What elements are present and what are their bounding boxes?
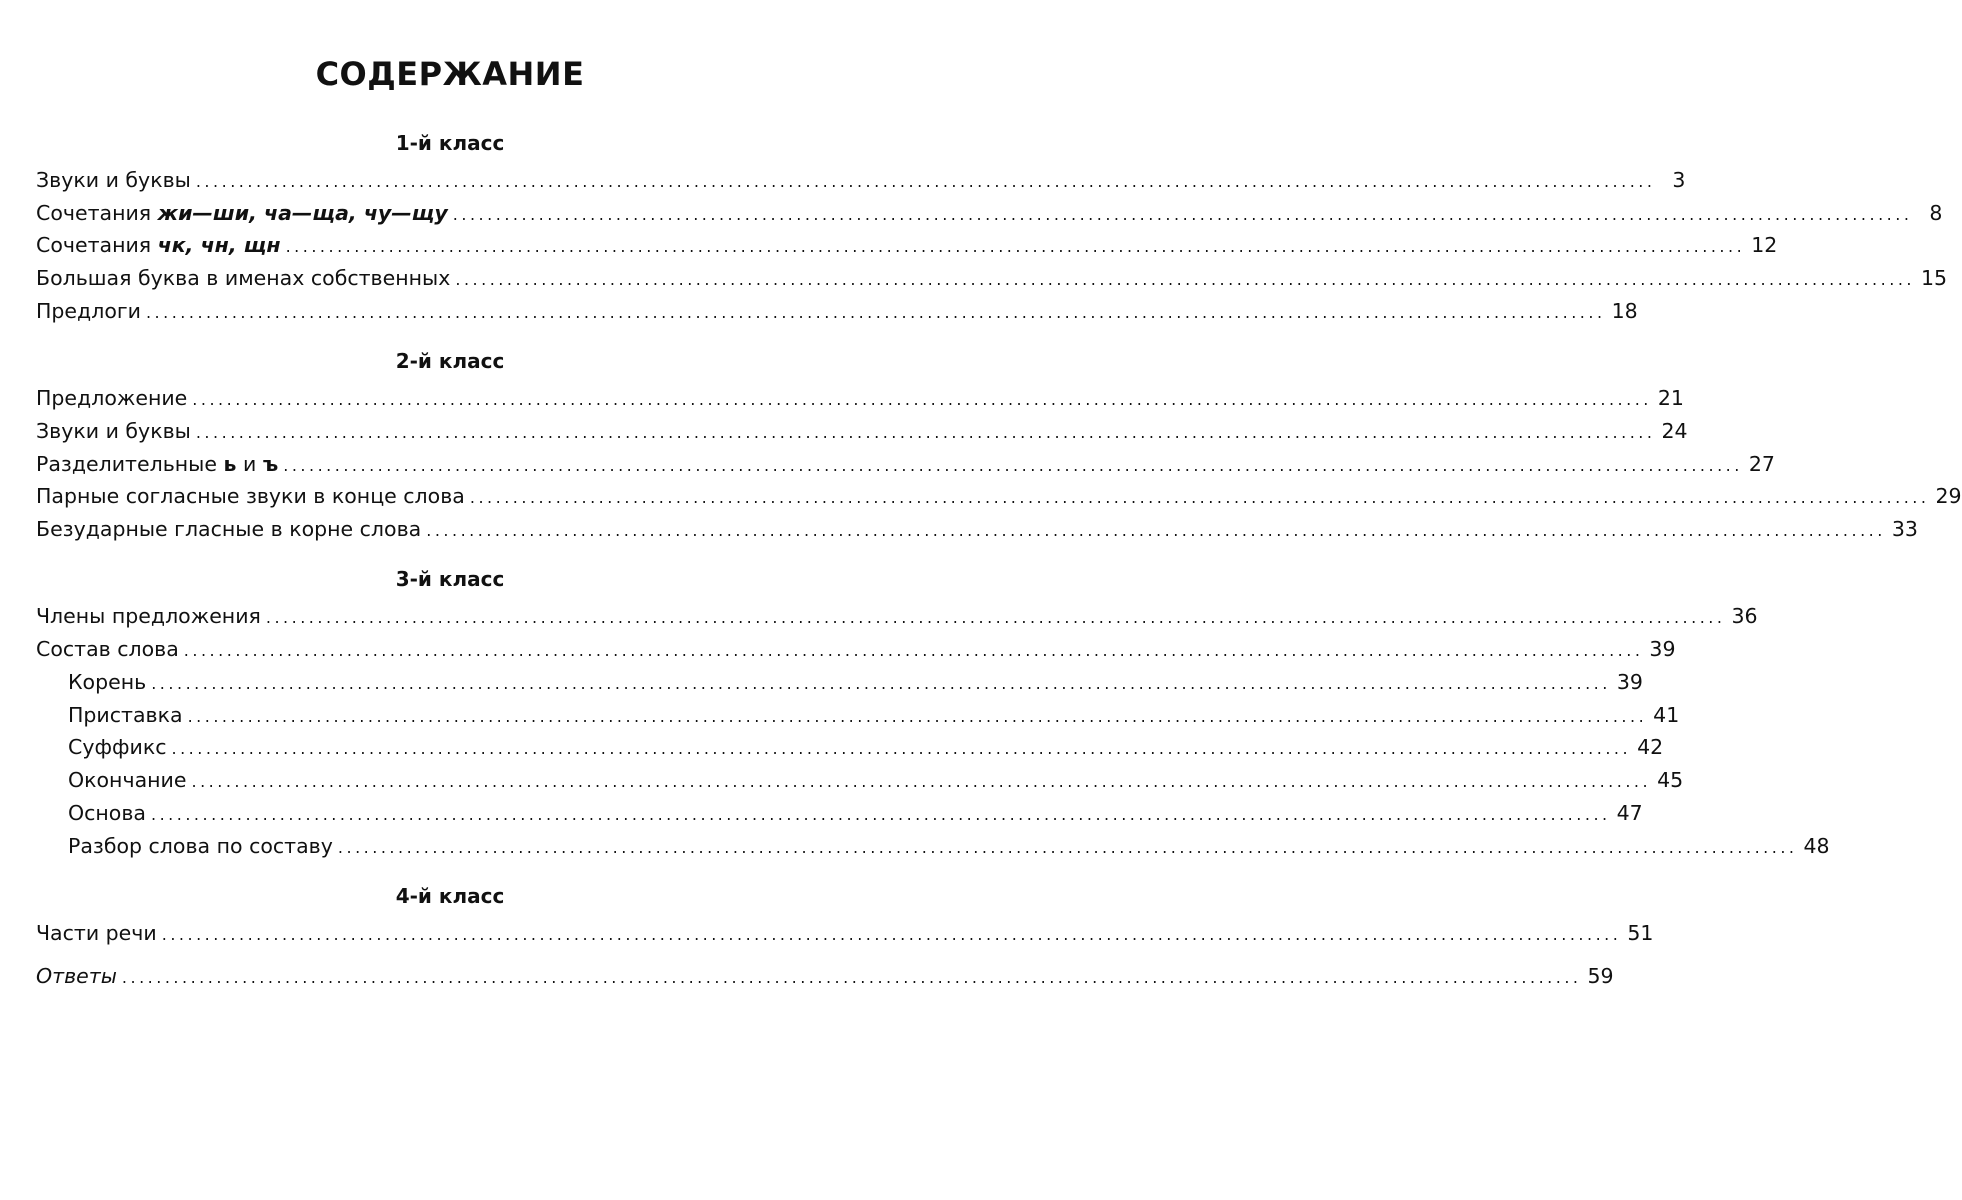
toc-entry-label: Большая буква в именах собственных xyxy=(36,266,451,290)
toc-entry-page: 3 xyxy=(1672,168,1686,192)
toc-entry-label: Члены предложения xyxy=(36,604,261,628)
toc-subentry[interactable] xyxy=(68,700,1680,730)
toc-entry[interactable] xyxy=(36,481,1962,511)
dot-leader: .......................................................................................................................................................................... xyxy=(452,205,1913,224)
toc-entry[interactable] xyxy=(36,601,1758,631)
toc-entry-page: 8 xyxy=(1929,201,1943,225)
dot-leader: .......................................................................................................................................................................... xyxy=(151,674,1611,693)
toc-entry-label: Ответы xyxy=(36,964,117,988)
dot-leader: .......................................................................................................................................................................... xyxy=(337,838,1798,857)
toc-entry-label: Парные согласные звуки в конце слова xyxy=(36,484,465,508)
label-emphasis: ъ xyxy=(262,452,279,476)
dot-leader: .......................................................................................................................................................................... xyxy=(455,270,1915,289)
dot-leader: .......................................................................................................................................................................... xyxy=(265,608,1726,627)
toc-entry-page: 51 xyxy=(1627,921,1654,945)
toc-entry-page: 29 xyxy=(1935,484,1962,508)
toc-entry-label: Предложение xyxy=(36,386,188,410)
toc-subentry[interactable] xyxy=(68,667,1643,697)
dot-leader: .......................................................................................................................................................................... xyxy=(192,390,1652,409)
label-text: Сочетания xyxy=(36,233,158,257)
section-heading-grade-4: 4-й класс xyxy=(395,884,505,908)
dot-leader: .......................................................................................................................................................................... xyxy=(195,172,1656,191)
toc-entry[interactable] xyxy=(36,383,1684,413)
toc-entry-page: 48 xyxy=(1803,834,1830,858)
toc-entry-label: Разбор слова по составу xyxy=(68,834,333,858)
toc-entry-page: 47 xyxy=(1616,801,1643,825)
page-title: СОДЕРЖАНИЕ xyxy=(315,55,585,93)
dot-leader: .......................................................................................................................................................................... xyxy=(183,641,1644,660)
toc-entry-page: 39 xyxy=(1616,670,1643,694)
toc-entry-label: Предлоги xyxy=(36,299,141,323)
toc-entry[interactable] xyxy=(36,416,1688,446)
dot-leader: .......................................................................................................................................................................... xyxy=(145,303,1606,322)
toc-entry-page: 42 xyxy=(1637,735,1664,759)
toc-entry-page: 21 xyxy=(1657,386,1684,410)
section-heading-grade-2: 2-й класс xyxy=(395,349,505,373)
toc-entry[interactable] xyxy=(36,165,1686,195)
section-heading-grade-1: 1-й класс xyxy=(395,131,505,155)
dot-leader: .......................................................................................................................................................................... xyxy=(469,488,1930,507)
toc-entry-label: Основа xyxy=(68,801,146,825)
toc-entry[interactable] xyxy=(36,263,1948,293)
toc-entry-label xyxy=(36,230,281,260)
label-text: Сочетания xyxy=(36,201,158,225)
toc-entry-label: Звуки и буквы xyxy=(36,419,191,443)
dot-leader: .......................................................................................................................................................................... xyxy=(191,772,1652,791)
toc-entry[interactable] xyxy=(36,918,1654,948)
dot-leader: .......................................................................................................................................................................... xyxy=(121,968,1582,987)
toc-entry-label: Состав слова xyxy=(36,637,179,661)
toc-entry[interactable] xyxy=(36,230,1778,260)
dot-leader: .......................................................................................................................................................................... xyxy=(151,805,1611,824)
toc-entry-page: 18 xyxy=(1611,299,1638,323)
toc-subentry[interactable] xyxy=(68,831,1830,861)
toc-entry-label xyxy=(36,198,448,228)
toc-entry-page: 33 xyxy=(1891,517,1918,541)
toc-entry-page: 36 xyxy=(1731,604,1758,628)
toc-entry[interactable] xyxy=(36,634,1676,664)
label-emphasis: ь xyxy=(223,452,237,476)
section-heading-grade-3: 3-й класс xyxy=(395,567,505,591)
dot-leader: .......................................................................................................................................................................... xyxy=(195,423,1656,442)
toc-entry-label: Суффикс xyxy=(68,735,167,759)
toc-entry-page: 59 xyxy=(1587,964,1614,988)
toc-subentry[interactable] xyxy=(68,765,1684,795)
toc-entry-page: 27 xyxy=(1748,452,1775,476)
toc-entry-page: 41 xyxy=(1653,703,1680,727)
toc-entry-label: Окончание xyxy=(68,768,187,792)
dot-leader: .......................................................................................................................................................................... xyxy=(426,521,1886,540)
toc-entry-label xyxy=(36,449,278,479)
toc-entry-label: Корень xyxy=(68,670,147,694)
toc-entry-page: 12 xyxy=(1751,233,1778,257)
label-emphasis: жи—ши, ча—ща, чу—щу xyxy=(157,201,448,225)
toc-entry-page: 15 xyxy=(1920,266,1948,290)
toc-subentry[interactable] xyxy=(68,798,1643,828)
toc-entry-answers[interactable] xyxy=(36,961,1614,991)
toc-entry[interactable] xyxy=(36,296,1638,326)
toc-entry-page: 45 xyxy=(1657,768,1684,792)
toc-entry[interactable] xyxy=(36,449,1775,479)
dot-leader: .......................................................................................................................................................................... xyxy=(161,925,1622,944)
dot-leader: .......................................................................................................................................................................... xyxy=(187,707,1648,726)
toc-entry-label: Безударные гласные в корне слова xyxy=(36,517,422,541)
toc-entry[interactable] xyxy=(36,514,1918,544)
toc-entry-label: Части речи xyxy=(36,921,157,945)
toc-entry-page: 24 xyxy=(1661,419,1688,443)
toc-entry-page: 39 xyxy=(1649,637,1676,661)
label-text: Разделительные xyxy=(36,452,224,476)
toc-entry-label: Звуки и буквы xyxy=(36,168,191,192)
toc-subentry[interactable] xyxy=(68,732,1664,762)
dot-leader: .......................................................................................................................................................................... xyxy=(285,237,1746,256)
toc-entry[interactable] xyxy=(36,198,1943,228)
label-emphasis: чк, чн, щн xyxy=(157,233,281,257)
dot-leader: .......................................................................................................................................................................... xyxy=(171,739,1632,758)
dot-leader: .......................................................................................................................................................................... xyxy=(283,456,1743,475)
label-text: и xyxy=(236,452,263,476)
toc-entry-label: Приставка xyxy=(68,703,183,727)
